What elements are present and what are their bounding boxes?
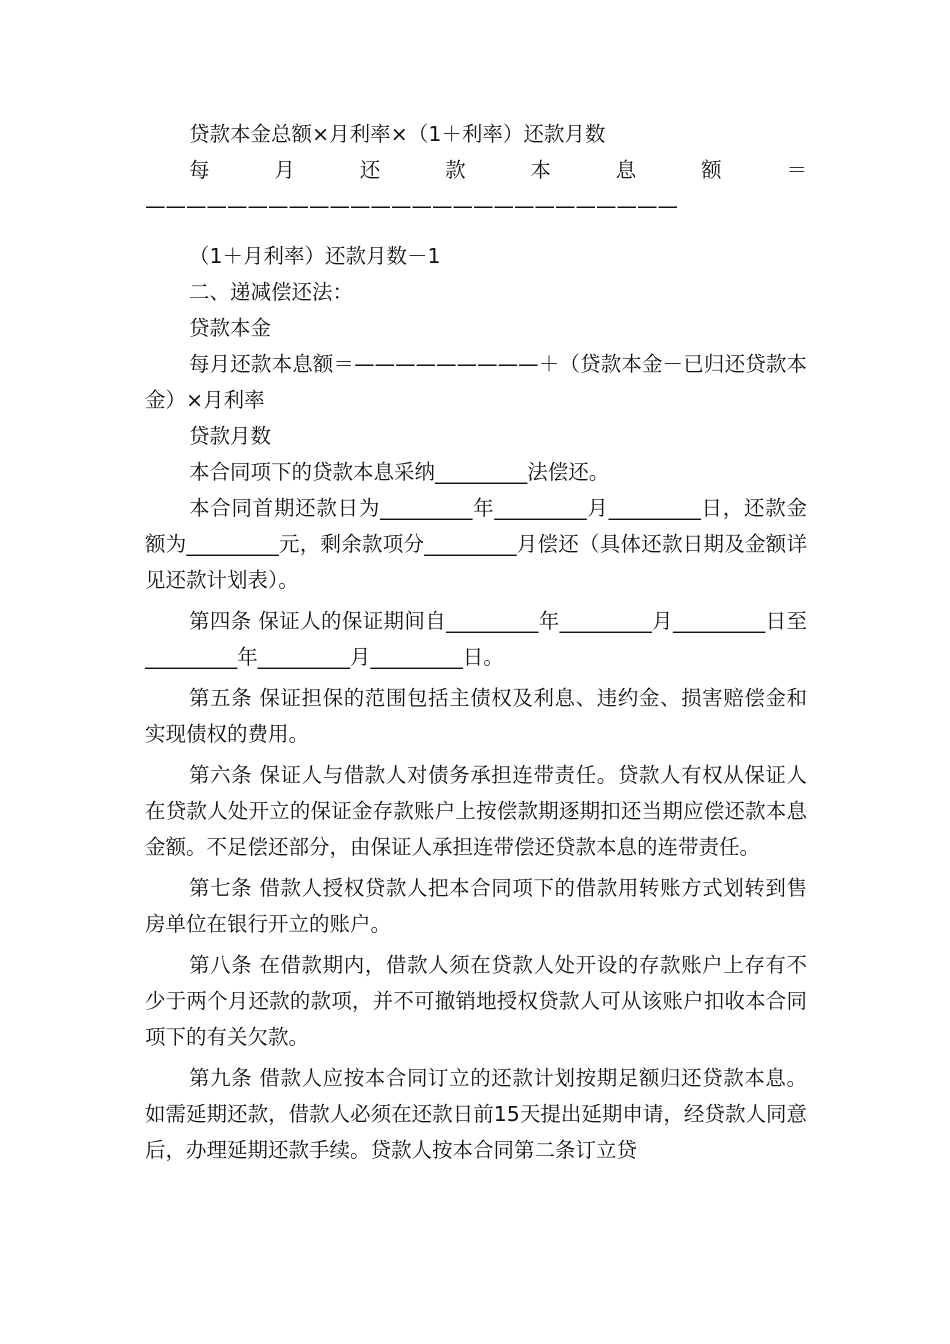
formula-denominator-2: 贷款月数: [189, 424, 271, 448]
article-9: 第九条 借款人应按本合同订立的还款计划按期足额归还贷款本息。如需延期还款，借款人必须在还款日前15天提出延期申请，经贷款人同意后，办理延期还款手续。贷款人按本合同第二条订立贷: [145, 1066, 807, 1162]
first-repayment-clause: 本合同首期还款日为_________年_________月_________日，还款金额为_________元，剩余款项分_________月偿还（具体还款日期及金额详见还款计划表）。: [145, 496, 807, 592]
repayment-method-clause: 本合同项下的贷款本息采纳_________法偿还。: [189, 460, 610, 484]
article-7: 第七条 借款人授权贷款人把本合同项下的借款用转账方式划转到售房单位在银行开立的账户。: [145, 876, 807, 936]
article-8: 第八条 在借款期内，借款人须在贷款人处开设的存款账户上存有不少于两个月还款的款项，并不可撤销地授权贷款人可从该账户扣收本合同项下的有关欠款。: [145, 953, 807, 1049]
formula-line-1: 每月还款本息额＝——————————————————————————: [145, 158, 807, 218]
formula-numerator-1: 贷款本金总额×月利率×（1＋利率）还款月数: [189, 122, 606, 146]
formula-numerator-2: 贷款本金: [189, 316, 271, 340]
section-heading-decreasing-method: 二、递减偿还法：: [189, 280, 353, 304]
formula-line-2: 每月还款本息额＝—————————＋（贷款本金－已归还贷款本金）×月利率: [145, 352, 807, 412]
article-5: 第五条 保证担保的范围包括主债权及利息、违约金、损害赔偿金和实现债权的费用。: [145, 686, 807, 746]
article-4: 第四条 保证人的保证期间自_________年_________月_________日至_________年_________月_________日。: [145, 609, 807, 669]
article-6: 第六条 保证人与借款人对债务承担连带责任。贷款人有权从保证人在贷款人处开立的保证金存款账户上按偿款期逐期扣还当期应偿还款本息金额。不足偿还部分，由保证人承担连带偿还贷款本息的连带责任。: [145, 763, 807, 859]
formula-denominator-1: （1＋月利率）还款月数－1: [189, 244, 441, 268]
contract-body: [145, 116, 807, 1168]
